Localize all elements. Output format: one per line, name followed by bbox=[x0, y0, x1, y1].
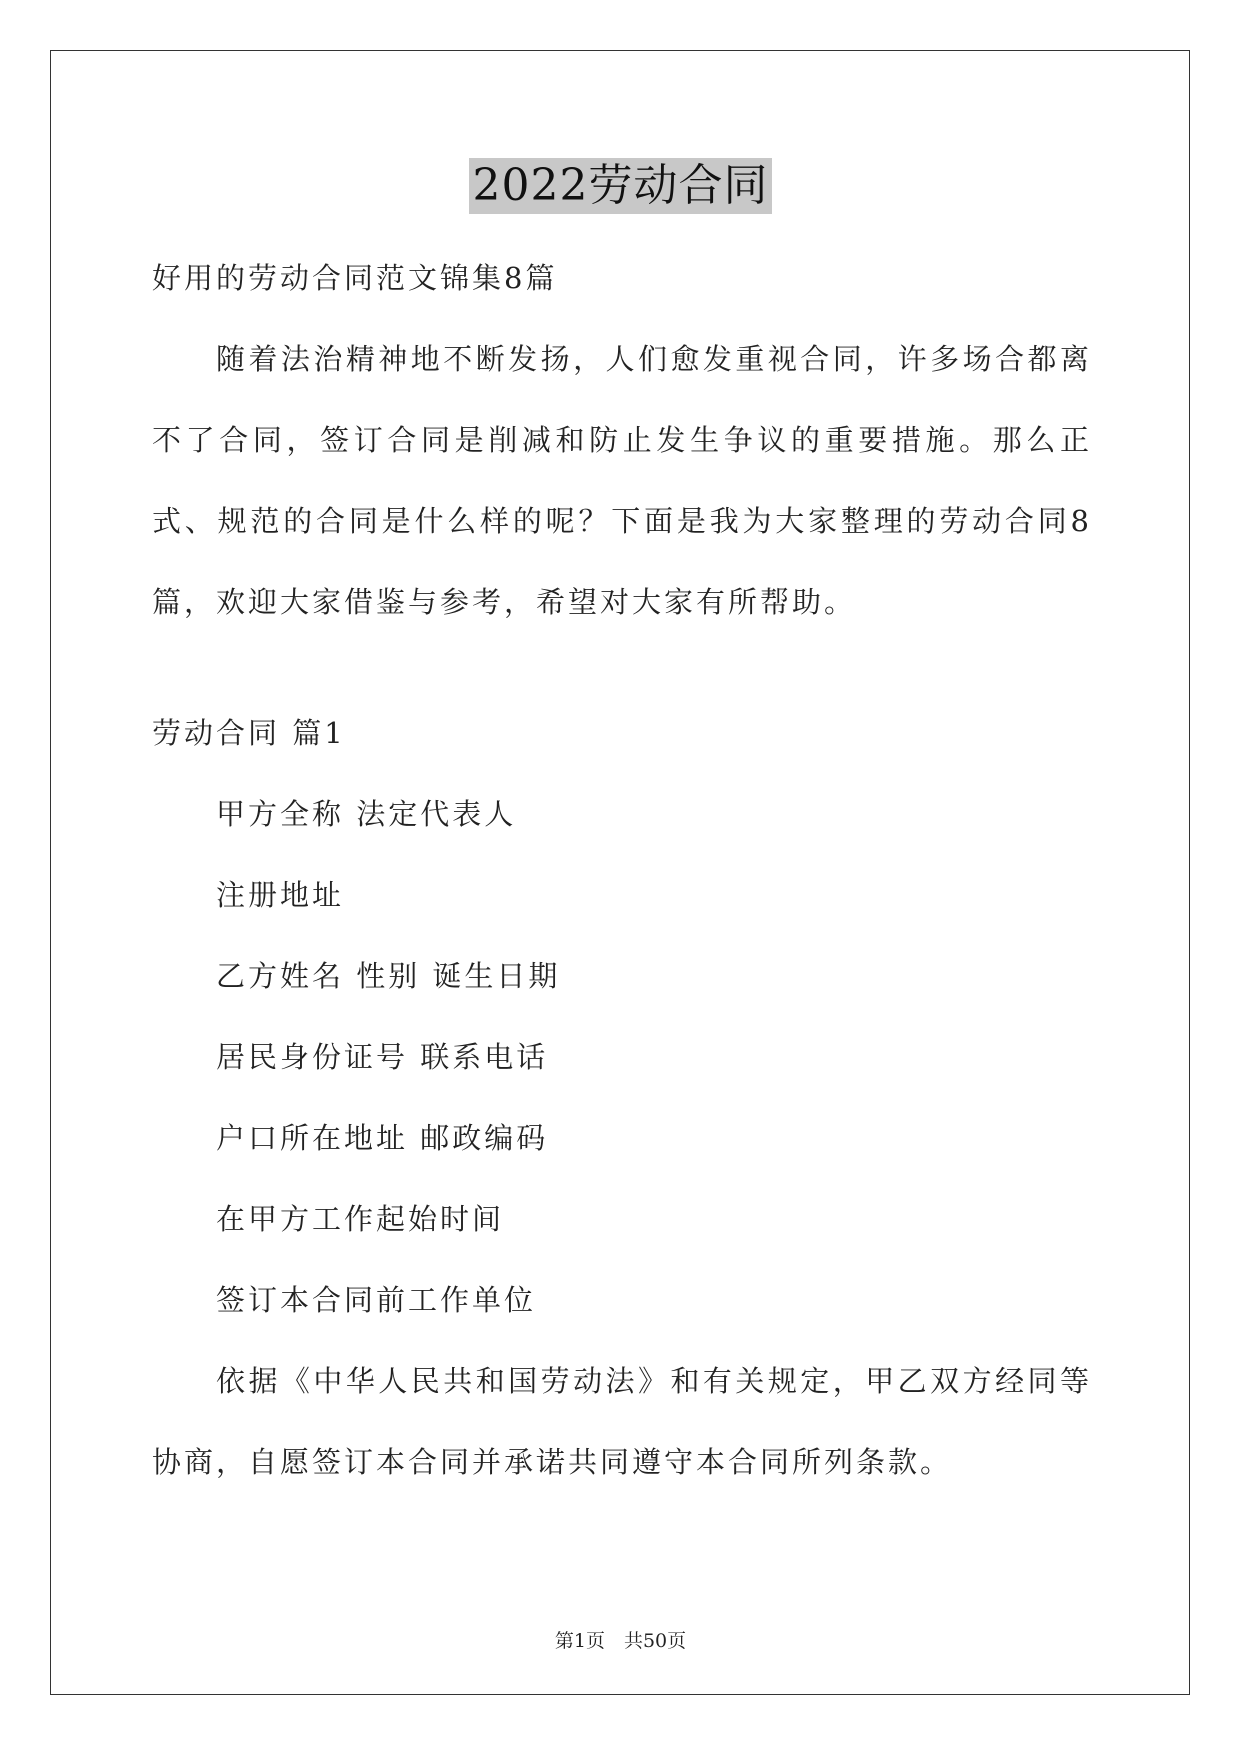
section-gap bbox=[152, 643, 1092, 693]
field-household-address: 户口所在地址 邮政编码 bbox=[216, 1121, 549, 1155]
document-body bbox=[152, 238, 1092, 1503]
page-footer bbox=[0, 1626, 1241, 1653]
intro-paragraph: 随着法治精神地不断发扬，人们愈发重视合同，许多场合都离不了合同，签订合同是削减和防止发生争议的重要措施。那么正式、规范的合同是什么样的呢？下面是我为大家整理的劳动合同8篇，欢迎大家借鉴与参考，希望对大家有所帮助。 bbox=[152, 342, 1092, 619]
title-container bbox=[0, 158, 1241, 214]
field-id-number: 居民身份证号 联系电话 bbox=[216, 1040, 549, 1074]
section-heading: 劳动合同 篇1 bbox=[152, 716, 346, 750]
field-registered-address: 注册地址 bbox=[216, 878, 345, 912]
field-start-time: 在甲方工作起始时间 bbox=[216, 1202, 505, 1236]
field-party-a: 甲方全称 法定代表人 bbox=[216, 797, 517, 831]
field-party-b: 乙方姓名 性别 诞生日期 bbox=[216, 959, 561, 993]
field-previous-employer: 签订本合同前工作单位 bbox=[216, 1283, 537, 1317]
document-title: 2022劳动合同 bbox=[469, 158, 773, 214]
subtitle: 好用的劳动合同范文锦集8篇 bbox=[152, 261, 558, 295]
page-number: 第1页 共50页 bbox=[554, 1630, 687, 1652]
closing-paragraph: 依据《中华人民共和国劳动法》和有关规定，甲乙双方经同等协商，自愿签订本合同并承诺共同遵守本合同所列条款。 bbox=[152, 1364, 1092, 1479]
